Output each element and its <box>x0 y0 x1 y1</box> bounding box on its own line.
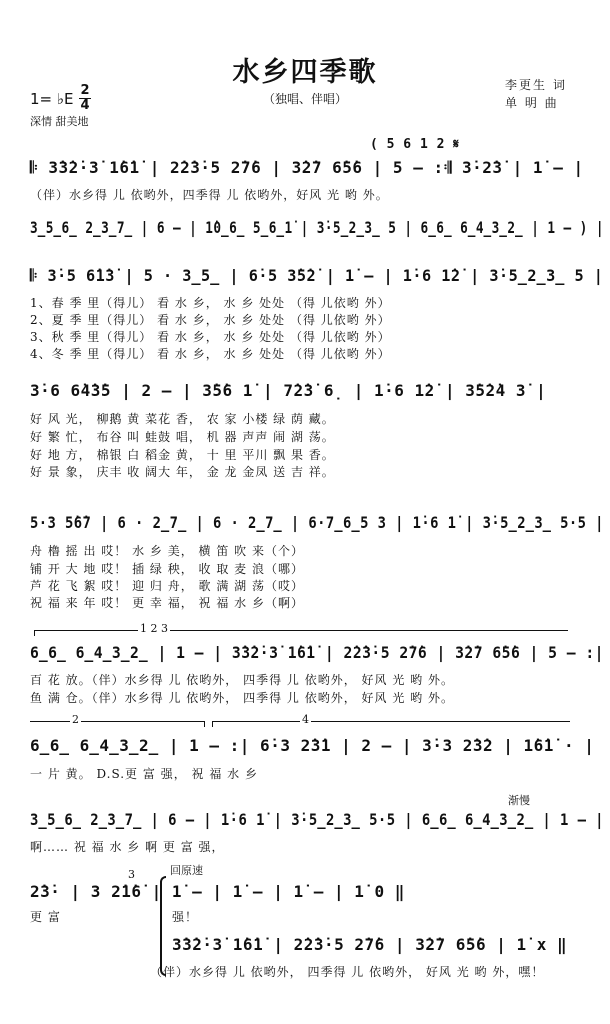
system-4-lyric-2: 好 繁 忙， 布谷 叫 蛙鼓 唱， 机 器 声声 闹 湖 荡。 <box>30 430 335 444</box>
volta-bracket-123 <box>34 630 568 631</box>
volta-bracket-4-start <box>212 721 213 727</box>
volta-bracket-start <box>34 630 35 636</box>
time-signature <box>79 85 91 112</box>
song-title: 水乡四季歌 <box>232 57 378 88</box>
system-9-bottom-notes: 3̇3̇2̇·3̇ 1̇6̇1̇ | 2̇2̇3̇·5 2̇7̇6 | 3̇2̇7 6̇5̇6 | 1̇ x ‖ <box>172 935 568 954</box>
volta-bracket-4 <box>212 721 570 722</box>
key-signature: 1= ♭E <box>30 90 74 108</box>
tempo-marking: 深情 甜美地 <box>30 115 89 128</box>
system-8-lyric: 啊…… 祝 福 水 乡 啊 更 富 强， <box>30 840 225 854</box>
system-2-notes: 3̲5̲6̲ 2̲3̲7̲ | 6 – | 1̇0̲6̲ 5̲6̲1̇ | 3̇·5̲2̲3̲ 5 | 6̲6̲ 6̲4̲3̲2̲ | 1 – ) | <box>30 218 604 237</box>
system-5-lyric-1: 舟 橹 摇 出 哎！ 水 乡 美， 横 笛 吹 来（个） <box>30 544 304 558</box>
system-9-top-lyric-2: 强！ <box>172 910 199 924</box>
system-3-notes: 𝄆 3̇·5 6̇1̇3̇ | 5 · 3̲5̲ | 6̇·5 3̇5̇2̇ | 1̇ – | 1̇·6 1̇2̇ | 3̇·5̲2̲3̲ 5 | <box>30 266 604 285</box>
system-3-lyric-3: 3、秋 季 里（得儿） 看 水 乡， 水 乡 处处 （得 儿依哟 外） <box>30 330 391 344</box>
volta-bracket-2-end <box>204 721 205 727</box>
time-signature-bottom: 4 <box>80 98 90 113</box>
composer-credit: 单 明 曲 <box>505 96 559 110</box>
system-7-notes: 6̲6̲ 6̲4̲3̲2̲ | 1 – :| 6̇·3 2̇3̇1 | 2 – | 3̇·3 2̇3̇2 | 1̇6̇1̇ · | <box>30 736 595 755</box>
song-subtitle: （独唱、伴唱） <box>262 92 347 106</box>
volta-label-4: 4 <box>302 713 309 726</box>
system-1-notes: 𝄆 3̇3̇2̇·3̇ 1̇6̇1̇ | 2̇2̇3̇·5 2̇7̇6 | 3̇2̇7 6̇5̇6 | 5 – :𝄇 3̇·2̇3̇ | 1̇ – | <box>30 158 584 177</box>
system-5-lyric-2: 铺 开 大 地 哎！ 插 绿 秧， 收 取 麦 浪（哪） <box>30 562 304 576</box>
system-5-lyric-4: 祝 福 来 年 哎！ 更 幸 福， 祝 福 水 乡（啊） <box>30 596 304 610</box>
system-6-lyric-1: 百 花 放。（伴）水乡得 儿 依哟外， 四季得 儿 依哟外， 好风 光 哟 外。 <box>30 673 454 687</box>
system-5-lyric-3: 芦 花 飞 絮 哎！ 迎 归 舟， 歌 满 湖 荡（哎） <box>30 579 304 593</box>
system-9-top-lyric-1: 更 富 <box>30 910 61 924</box>
system-6-lyric-2: 鱼 满 仓。（伴）水乡得 儿 依哟外， 四季得 儿 依哟外， 好风 光 哟 外。 <box>30 691 454 705</box>
system-4-lyric-3: 好 地 方， 棉银 白 稻金 黄， 十 里 平川 飘 果 香。 <box>30 448 335 462</box>
system-8-notes: 3̲5̲6̲ 2̲3̲7̲ | 6 – | 1̇·6 1̇ | 3̇·5̲2̲3̲ 5·5 | 6̲6̲ 6̲4̲3̲2̲ | 1 – | <box>30 810 604 829</box>
system-6-notes: 6̲6̲ 6̲4̲3̲2̲ | 1 – | 3̇3̇2̇·3̇ 1̇6̇1̇ | 2̇2̇3̇·5 2̇7̇6 | 3̇2̇7 6̇5̇6 | 5 – :| <box>30 643 604 662</box>
lyricist-credit: 李更生 词 <box>505 78 567 92</box>
system-4-notes: 3̇·6 6̇4̇3̇5 | 2 – | 3̇5̇6 1̇ | 7̇2̇3̇ 6̣ | 1̇·6 1̇2̇ | 3̇5̇2̇4 3̇ | <box>30 381 547 400</box>
system-3-lyric-1: 1、春 季 里（得儿） 看 水 乡， 水 乡 处处 （得 儿依哟 外） <box>30 296 391 310</box>
system-3-lyric-2: 2、夏 季 里（得儿） 看 水 乡， 水 乡 处处 （得 儿依哟 外） <box>30 313 391 327</box>
volta-bracket-2 <box>30 721 204 722</box>
volta-label-2: 2 <box>72 713 79 726</box>
system-4-lyric-1: 好 风 光， 柳鹅 黄 菜花 香， 农 家 小楼 绿 荫 藏。 <box>30 412 335 426</box>
triplet-mark: 3 <box>128 868 135 881</box>
expression-a-tempo: 回原速 <box>170 864 203 877</box>
expression-ritardando: 渐慢 <box>508 794 530 807</box>
time-signature-top: 2 <box>80 83 90 98</box>
system-9-top-notes-left: 2̇3̇· | 3 2̇1̇6̇ | 1̇ – | 1̇ – | 1̇ – | 1̇ 0 ‖ <box>30 882 405 901</box>
system-5-notes: 5·3 5̇6̇7 | 6 · 2̲7̲ | 6 · 2̲7̲ | 6·7̲6̲5 3 | 1̇·6 1̇ | 3̇·5̲2̲3̲ 5·5 | <box>30 513 604 532</box>
system-1-lyric: （伴）水乡得 儿 依哟外，四季得 儿 依哟外，好风 光 哟 外。 <box>30 188 389 202</box>
system-7-lyric: 一 片 黄。 D.S.更 富 强， 祝 福 水 乡 <box>30 767 258 781</box>
volta-label-123: 1 2 3 <box>140 622 168 635</box>
system-3-lyric-4: 4、冬 季 里（得儿） 看 水 乡， 水 乡 处处 （得 儿依哟 外） <box>30 347 391 361</box>
system-4-lyric-4: 好 景 象， 庆丰 收 阔大 年， 金 龙 金凤 送 吉 祥。 <box>30 465 335 479</box>
pickup-notes: ( 5 6 1 2 𝄋 <box>370 137 460 152</box>
system-9-bottom-lyric: （伴）水乡得 儿 依哟外， 四季得 儿 依哟外， 好风 光 哟 外，嘿！ <box>150 965 545 979</box>
